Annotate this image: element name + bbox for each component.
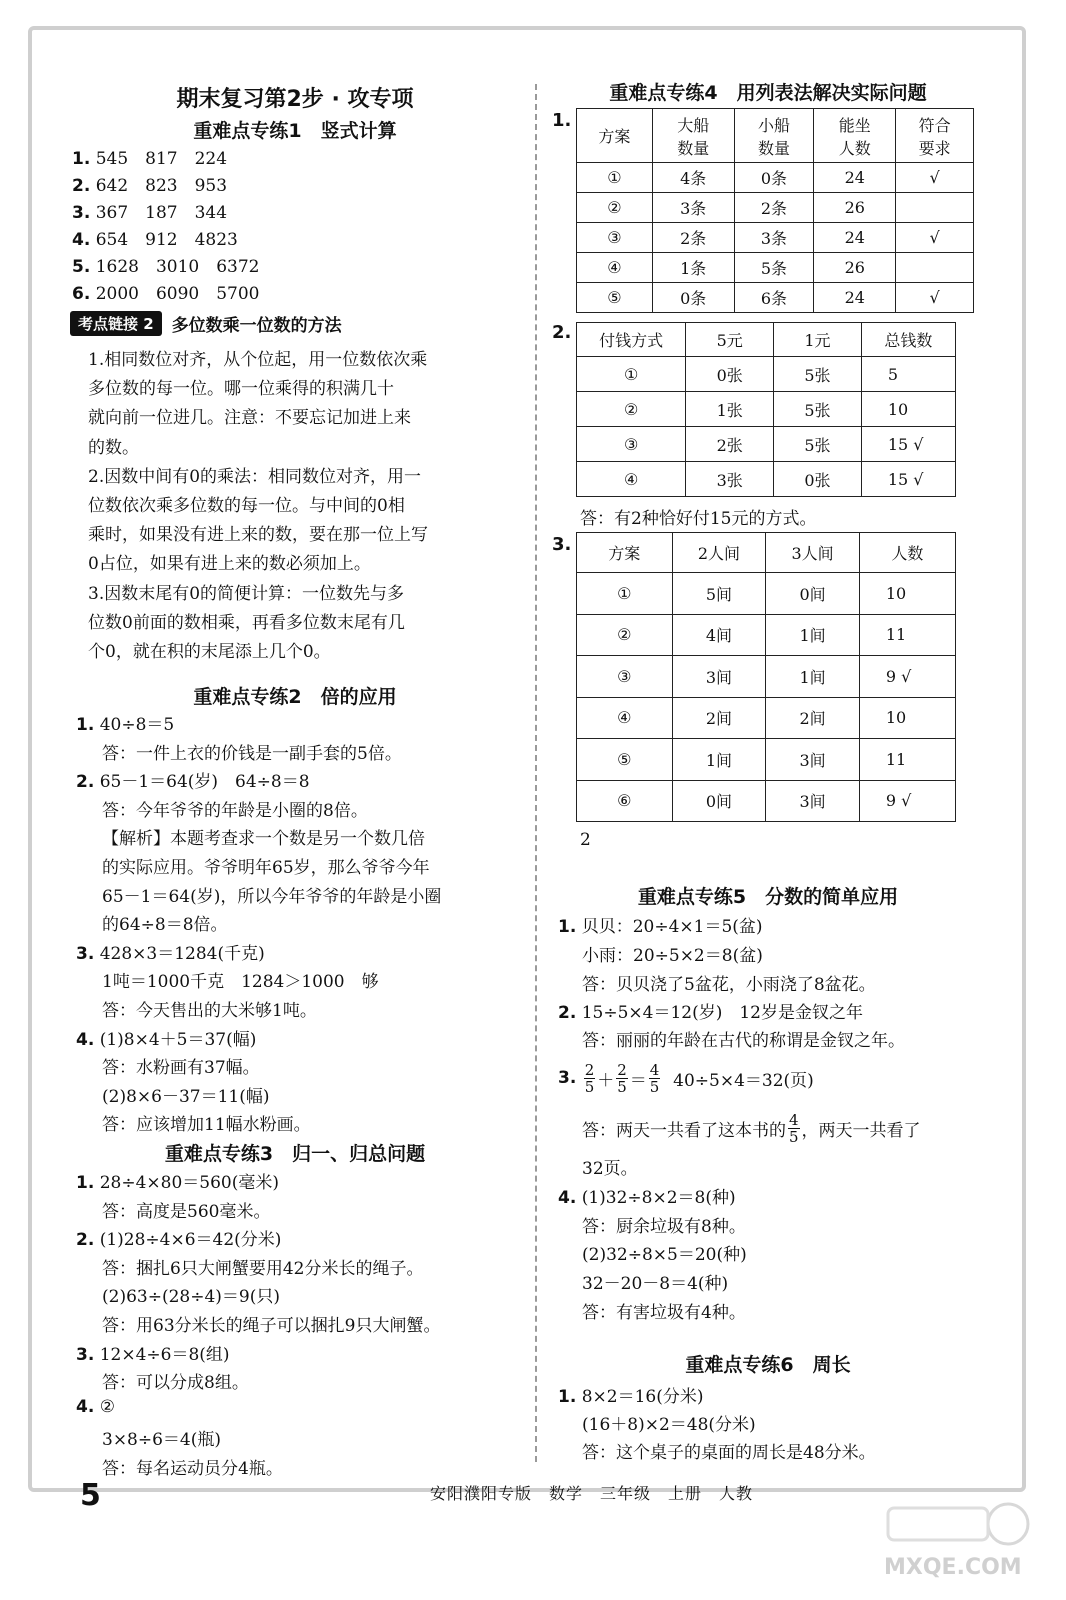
table-header-cell: 3人间: [766, 533, 860, 573]
link-line: 2.因数中间有0的乘法：相同数位对齐，用一: [88, 466, 422, 487]
table-cell: 5张: [774, 427, 862, 462]
table-3-label: 3.: [552, 534, 572, 555]
s5-line-10: 答：厨余垃圾有8种。: [582, 1217, 746, 1237]
item-text: 1628 3010 6372: [95, 257, 260, 277]
header-text: 方案: [598, 127, 631, 146]
fraction: $\frac{2}{5}$: [617, 1060, 627, 1096]
table-header-row: [577, 109, 974, 163]
item-text: (1)8×4＋5＝37(幅): [99, 1029, 257, 1050]
item-text: 答：高度是560毫米。: [102, 1201, 271, 1222]
answer-line: [102, 1368, 249, 1393]
table-2-answer: 答：有2种恰好付15元的方式。: [580, 509, 817, 529]
answer-line: [102, 1254, 423, 1279]
item-number: 2.: [76, 1230, 95, 1251]
table-cell: √: [896, 163, 974, 193]
table-cell: 0间: [766, 573, 860, 615]
item-number: 1.: [76, 715, 95, 735]
item-text: 545 817 224: [95, 149, 228, 169]
table-cell: 11: [859, 739, 955, 781]
section-5-title: 重难点专练5 分数的简单应用: [637, 886, 899, 908]
item-number: 4.: [76, 1396, 95, 1417]
table-cell: 5张: [774, 357, 862, 392]
table-cell: 3间: [672, 656, 766, 698]
table-header-cell: 付钱方式: [577, 323, 686, 357]
item-number: 4.: [72, 230, 91, 250]
s5-line-2: 小雨：20÷5×2＝8(盆): [582, 946, 763, 966]
table-cell: 15 √: [861, 427, 955, 462]
table-cell: 15 √: [861, 462, 955, 497]
table-cell: 2张: [686, 427, 774, 462]
answer-line: [76, 939, 265, 964]
table-row: [577, 163, 974, 193]
item-text: 65－1＝64(岁) 64÷8＝8: [99, 772, 310, 793]
table-cell: ②: [577, 193, 653, 223]
section-2-title: 重难点专练2 倍的应用: [193, 686, 397, 708]
answer-line: [72, 252, 260, 277]
table-cell: 3间: [766, 739, 860, 781]
link-line: 乘时，如果没有进上来的数，要在那一位上写: [88, 525, 428, 546]
item-number: 2.: [76, 772, 95, 793]
table-row: [577, 223, 974, 253]
s5-line-6: 3. $\frac{2}{5}$ ＋ $\frac{2}{5}$ ＝ $\frac{4}{5}$ 40÷5×4＝32(页): [558, 1060, 814, 1096]
page-number: 5: [80, 1478, 101, 1513]
table-cell: 1间: [672, 739, 766, 781]
table-2: [576, 322, 956, 497]
link-line: 多位数的每一位。哪一位乘得的积满几十: [88, 379, 394, 400]
table-cell: 1条: [652, 253, 734, 283]
table-cell: 24: [814, 223, 896, 253]
table-header-cell: [577, 109, 653, 163]
table-header-row: [577, 533, 956, 573]
table-header-cell: [814, 109, 896, 163]
table-header-cell: [652, 109, 734, 163]
table-header-row: [577, 323, 956, 357]
item-text: 答：水粉画有37幅。: [102, 1058, 260, 1079]
link-line: 0占位，如果有进上来的数必须加上。: [88, 554, 371, 575]
answer-line: [76, 1025, 256, 1050]
item-text: 【解析】本题考查求一个数是另一个数几倍: [102, 829, 425, 850]
answer-line: [102, 796, 368, 821]
s5-line-12: 32－20－8＝4(种): [582, 1274, 729, 1294]
item-text: 642 823 953: [95, 176, 228, 196]
table-cell: 2间: [766, 697, 860, 739]
table-cell: 0间: [672, 780, 766, 822]
item-text: 答：捆扎6只大闸蟹要用42分米长的绳子。: [102, 1258, 424, 1279]
fraction: $\frac{2}{5}$: [584, 1060, 595, 1096]
table-row: [577, 573, 956, 615]
s5-line-9: 4. (1)32÷8×2＝8(种): [558, 1188, 736, 1208]
fraction: $\frac{4}{5}$: [649, 1060, 660, 1096]
item-text: 28÷4×80＝560(毫米): [99, 1173, 279, 1193]
answer-line: [76, 1397, 115, 1417]
item-number: 6.: [72, 284, 91, 304]
table-cell: ⑤: [577, 283, 653, 313]
s5-line-1: 1. 贝贝：20÷4×1＝5(盆): [558, 917, 763, 937]
answer-line: [102, 1197, 270, 1222]
answer-line: [102, 824, 425, 849]
answer-line: [72, 279, 260, 304]
table-row: [577, 283, 974, 313]
item-text: 的64÷8＝8倍。: [102, 915, 228, 936]
answer-line: [102, 739, 402, 764]
table-cell: 24: [814, 163, 896, 193]
answer-line: [102, 1053, 260, 1078]
item-text: (1)28÷4×6＝42(分米): [99, 1230, 282, 1251]
table-header-cell: 2人间: [672, 533, 766, 573]
knowledge-link: [70, 310, 342, 336]
section-6-title: 重难点专练6 周长: [685, 1354, 851, 1376]
table-cell: 10: [861, 392, 955, 427]
table-header-cell: [734, 109, 814, 163]
table-row: [577, 656, 956, 698]
table-cell: 0条: [652, 283, 734, 313]
item-text: 答：每名运动员分4瓶。: [102, 1459, 283, 1479]
item-number: 2.: [72, 176, 91, 196]
table-cell: 11: [859, 614, 955, 656]
item-number: 1.: [76, 1173, 95, 1193]
item-text: ②: [99, 1396, 115, 1417]
s6-line-1: 1. 8×2＝16(分米): [558, 1387, 704, 1407]
table-cell: 6条: [734, 283, 814, 313]
table-cell: √: [896, 283, 974, 313]
link-title: 多位数乘一位数的方法: [171, 315, 342, 336]
table-2-label: 2.: [552, 322, 572, 343]
answer-line: [76, 710, 174, 735]
s5-line-3: 答：贝贝浇了5盆花，小雨浇了8盆花。: [582, 975, 876, 995]
s5-line-5: 答：丽丽的年龄在古代的称谓是金钗之年。: [582, 1031, 905, 1051]
header-text: 数量: [677, 138, 710, 158]
item-number: 1.: [72, 149, 91, 169]
item-text: 答：用63分米长的绳子可以捆扎9只大闸蟹。: [102, 1316, 441, 1336]
answer-line: [102, 1311, 440, 1336]
s5-line-4: 2. 15÷5×4＝12(岁) 12岁是金钗之年: [558, 1003, 863, 1023]
table-header-cell: 方案: [577, 533, 673, 573]
table-row: [577, 392, 956, 427]
table-header-cell: [896, 109, 974, 163]
table-cell: ①: [577, 357, 686, 392]
item-text: 654 912 4823: [95, 230, 238, 250]
answer-line: [72, 225, 238, 250]
answer-line: [102, 1282, 280, 1307]
item-text: 3×8÷6＝4(瓶): [102, 1430, 222, 1451]
header-text: 人数: [838, 138, 871, 158]
footer-edition: 安阳濮阳专版 数学 三年级 上册 人教: [430, 1484, 754, 1503]
s5-line-13: 答：有害垃圾有4种。: [582, 1303, 746, 1323]
link-line: 的数。: [88, 437, 139, 458]
table-header-cell: 5元: [686, 323, 774, 357]
table-cell: 5张: [774, 392, 862, 427]
item-number: 3.: [72, 203, 91, 223]
item-number: 3.: [76, 943, 95, 964]
item-text: 1吨＝1000千克 1284＞1000 够: [102, 972, 379, 993]
item-number: 4.: [76, 1029, 95, 1050]
table-cell: ①: [577, 163, 653, 193]
header-text: 数量: [757, 138, 790, 158]
link-line: 位数0前面的数相乘，再看多位数末尾有几: [88, 612, 405, 633]
link-line: 位数依次乘多位数的每一位。与中间的0相: [88, 496, 405, 516]
table-cell: ⑤: [577, 739, 673, 781]
table-cell: √: [896, 223, 974, 253]
header-text: 符合: [918, 115, 951, 135]
table-header-cell: 人数: [859, 533, 955, 573]
table-cell: ④: [577, 697, 673, 739]
table-cell: [896, 253, 974, 283]
table-cell: ①: [577, 573, 673, 615]
link-badge: 考点链接 2: [70, 311, 162, 336]
item-number: 3.: [76, 1344, 95, 1365]
item-text: 答：一件上衣的价钱是一副手套的5倍。: [102, 743, 402, 764]
table-cell: ⑥: [577, 780, 673, 822]
item-text: 367 187 344: [95, 203, 228, 223]
item-text: 的实际应用。爷爷明年65岁，那么爷爷今年: [102, 858, 430, 878]
table-cell: ③: [577, 223, 653, 253]
s6-line-3: 答：这个桌子的桌面的周长是48分米。: [582, 1443, 876, 1463]
table-cell: 0条: [734, 163, 814, 193]
table-cell: ②: [577, 392, 686, 427]
answer-line: [102, 853, 430, 878]
item-number: 5.: [72, 257, 91, 277]
table-3: [576, 532, 956, 822]
table-cell: 5间: [672, 573, 766, 615]
page-title: 期末复习第2步 · 攻专项: [176, 87, 414, 112]
table-cell: 4条: [652, 163, 734, 193]
answer-line: [72, 198, 227, 223]
s5-line-8: 32页。: [582, 1159, 638, 1179]
table-row: [577, 739, 956, 781]
item-text: 65－1＝64(岁)，所以今年爷爷的年龄是小圈: [102, 886, 442, 907]
table-cell: 1张: [686, 392, 774, 427]
table-cell: ④: [577, 253, 653, 283]
section-3-title: 重难点专练3 归一、归总问题: [164, 1143, 426, 1165]
header-text: 小船: [757, 115, 790, 135]
item-text: 答：可以分成8组。: [102, 1373, 249, 1394]
table-cell: 24: [814, 283, 896, 313]
table-row: [577, 193, 974, 223]
answer-line: [102, 1082, 270, 1107]
table-cell: [896, 193, 974, 223]
link-line: 1.相同数位对齐，从个位起，用一位数依次乘: [88, 350, 428, 370]
table-cell: ④: [577, 462, 686, 497]
item-text: (2)63÷(28÷4)＝9(只): [102, 1287, 280, 1308]
table-cell: 1间: [766, 656, 860, 698]
item-text: 答：今天售出的大米够1吨。: [102, 1001, 317, 1021]
table-cell: 10: [859, 573, 955, 615]
table-header-cell: 1元: [774, 323, 862, 357]
answer-line: [76, 767, 310, 792]
answer-line: [76, 1225, 281, 1250]
link-line: 个0，就在积的末尾添上几个0。: [88, 642, 331, 662]
table-cell: 0张: [686, 357, 774, 392]
watermark-text: MXQE.COM: [884, 1555, 1022, 1580]
table-1: [576, 108, 974, 313]
table-row: [577, 614, 956, 656]
table-cell: ③: [577, 427, 686, 462]
table-row: [577, 427, 956, 462]
table-cell: 3条: [652, 193, 734, 223]
table-row: [577, 253, 974, 283]
column-divider: [535, 84, 537, 1462]
item-text: 40÷8＝5: [99, 715, 175, 735]
table-cell: 2条: [734, 193, 814, 223]
header-text: 大船: [677, 115, 710, 135]
section-4-title: 重难点专练4 用列表法解决实际问题: [609, 82, 927, 104]
table-row: [577, 462, 956, 497]
table-cell: 9 √: [859, 656, 955, 698]
table-1-label: 1.: [552, 110, 572, 131]
item-text: 答：应该增加11幅水粉画。: [102, 1115, 311, 1136]
table-cell: 9 √: [859, 780, 955, 822]
answer-line: [102, 1110, 311, 1135]
table-cell: 4间: [672, 614, 766, 656]
table-row: [577, 357, 956, 392]
table-cell: ②: [577, 614, 673, 656]
s5-line-7: 答：两天一共看了这本书的 $\frac{4}{5}$ ，两天一共看了: [582, 1110, 921, 1146]
table-row: [577, 697, 956, 739]
answer-line: [102, 910, 228, 935]
answer-line: [76, 1340, 230, 1365]
link-line: 3.因数末尾有0的简便计算：一位数先与多: [88, 583, 405, 604]
answer-line: [76, 1168, 279, 1193]
table-cell: 5: [861, 357, 955, 392]
item-text: 428×3＝1284(千克): [99, 943, 265, 964]
answer-line: [72, 171, 227, 196]
answer-line: [102, 996, 317, 1021]
table-row: [577, 780, 956, 822]
header-text: 要求: [918, 138, 951, 158]
table-cell: 2条: [652, 223, 734, 253]
table-cell: 26: [814, 253, 896, 283]
fraction: $\frac{4}{5}$: [789, 1110, 799, 1146]
table-cell: 2间: [672, 697, 766, 739]
s6-line-2: (16＋8)×2＝48(分米): [582, 1415, 756, 1435]
answer-line: [102, 1454, 283, 1479]
section-1-title: 重难点专练1 竖式计算: [193, 120, 397, 142]
answer-line: [102, 1425, 221, 1450]
table-cell: 26: [814, 193, 896, 223]
header-text: 能坐: [838, 115, 871, 135]
table-cell: 0张: [774, 462, 862, 497]
item-text: 12×4÷6＝8(组): [99, 1344, 230, 1365]
table-cell: 3间: [766, 780, 860, 822]
table-cell: 1间: [766, 614, 860, 656]
table-cell: 10: [859, 697, 955, 739]
table-cell: 3条: [734, 223, 814, 253]
item-text: 答：今年爷爷的年龄是小圈的8倍。: [102, 800, 368, 821]
table-cell: ③: [577, 656, 673, 698]
item-text: (2)8×6－37＝11(幅): [102, 1086, 270, 1107]
watermark-logo: [878, 1496, 1038, 1586]
answer-line: [102, 882, 441, 907]
table-cell: 3张: [686, 462, 774, 497]
link-line: 就向前一位进几。注意：不要忘记加进上来: [88, 408, 411, 429]
s5-line-11: (2)32÷8×5＝20(种): [582, 1245, 747, 1265]
table-3-note: 2: [580, 830, 591, 850]
answer-line: [72, 144, 227, 169]
table-header-cell: 总钱数: [861, 323, 955, 357]
table-cell: 5条: [734, 253, 814, 283]
item-text: 2000 6090 5700: [95, 284, 260, 304]
answer-line: [102, 967, 379, 992]
